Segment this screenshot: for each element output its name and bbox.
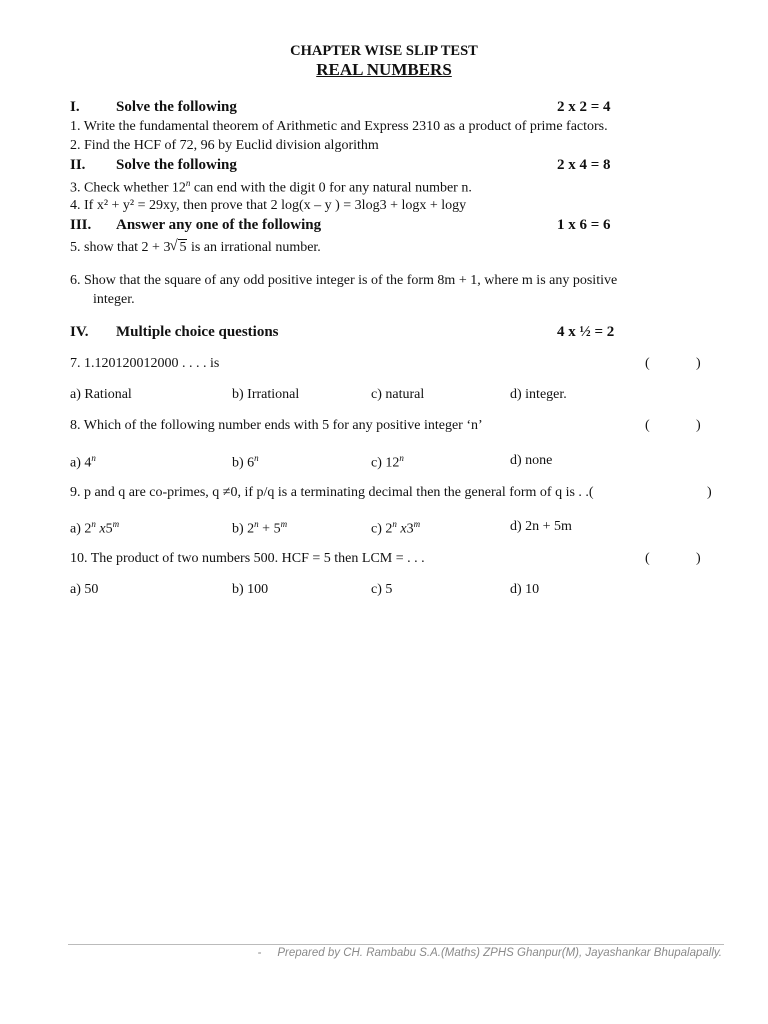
section-title: Solve the following xyxy=(116,99,237,115)
exponent: n xyxy=(254,453,259,463)
option-b-text: b) 2 xyxy=(232,521,255,537)
question-5 xyxy=(70,240,321,256)
answer-bracket-close: ) xyxy=(696,356,701,371)
option-c-text: c) 12 xyxy=(371,455,400,471)
option-b: b) 100 xyxy=(232,582,269,597)
section-marks: 2 x 4 = 8 xyxy=(557,157,611,173)
question-8: 8. Which of the following number ends with 5 for any positive integer ‘n’ xyxy=(70,418,483,433)
answer-bracket-close: ) xyxy=(696,418,701,433)
option-c-text: c) 2 xyxy=(371,521,393,537)
section-title: Solve the following xyxy=(116,157,237,173)
option-a: a) 50 xyxy=(70,582,99,597)
section-marks: 1 x 6 = 6 xyxy=(557,217,611,233)
option-b: b) Irrational xyxy=(232,387,300,402)
question-5-text: is an irrational number. xyxy=(187,240,321,255)
footer-credit xyxy=(258,947,722,959)
test-title: CHAPTER WISE SLIP TEST xyxy=(290,43,478,59)
exponent: n xyxy=(185,178,191,188)
question-9: 9. p and q are co-primes, q ≠0, if p/q is a terminating decimal then the general form of q is . .( xyxy=(70,485,594,500)
section-number: II. xyxy=(70,157,86,173)
question-3-text: 3. Check whether 12 xyxy=(70,180,186,196)
section-number: III. xyxy=(70,217,92,233)
footer-dash: - xyxy=(257,947,262,959)
option-a-text: a) 2 xyxy=(70,521,92,537)
exponent: n xyxy=(399,453,404,463)
question-7: 7. 1.120120012000 . . . . is xyxy=(70,356,220,371)
answer-bracket-close: ) xyxy=(707,485,712,500)
section-marks: 4 x ½ = 2 xyxy=(557,324,615,340)
question-10: 10. The product of two numbers 500. HCF = 5 then LCM = . . . xyxy=(70,551,425,566)
square-root xyxy=(170,240,187,256)
option-c: c) 2$^n$ x3$^m$ xyxy=(371,519,421,537)
option-d: d) none xyxy=(510,453,553,468)
option-d: d) integer. xyxy=(510,387,567,402)
question-2: 2. Find the HCF of 72, 96 by Euclid division algorithm xyxy=(70,138,379,153)
answer-bracket-open: ( xyxy=(645,356,650,371)
question-3 xyxy=(70,178,472,197)
section-title: Answer any one of the following xyxy=(116,217,322,233)
option-d: d) 10 xyxy=(510,582,540,597)
footer-divider xyxy=(68,944,724,945)
option-b-text: b) 6 xyxy=(232,455,255,471)
option-c: c) 5 xyxy=(371,582,393,597)
section-number: IV. xyxy=(70,324,89,340)
answer-bracket-open: ( xyxy=(645,551,650,566)
option-b: b) $2^n + 5^m$ xyxy=(232,519,288,537)
question-4: 4. If x² + y² = 29xy, then prove that 2 log(x – y ) = 3log3 + logx + logy xyxy=(70,198,467,213)
option-a: a) Rational xyxy=(70,387,132,402)
option-b xyxy=(232,453,259,472)
question-3-text: can end with the digit 0 for any natural number n. xyxy=(190,180,472,196)
option-a: a) 2$^n$ x5$^m$ xyxy=(70,519,120,537)
section-number: I. xyxy=(70,99,80,115)
question-6-line-2: integer. xyxy=(93,292,135,307)
option-c: c) natural xyxy=(371,387,425,402)
answer-bracket-close: ) xyxy=(696,551,701,566)
option-a xyxy=(70,453,96,472)
option-d: d) 2n + 5m xyxy=(510,519,572,534)
exponent: n xyxy=(91,453,96,463)
answer-bracket-open: ( xyxy=(645,418,650,433)
radicand: 5 xyxy=(179,240,187,255)
question-6-line-1: 6. Show that the square of any odd positive integer is of the form 8m + 1, where m is any positive xyxy=(70,273,618,288)
option-a-text: a) 4 xyxy=(70,455,92,471)
chapter-title: REAL NUMBERS xyxy=(316,60,452,79)
footer-text: Prepared by CH. Rambabu S.A.(Maths) ZPHS Ghanpur(M), Jayashankar Bhupalapally. xyxy=(277,947,722,959)
section-title: Multiple choice questions xyxy=(116,324,279,340)
question-5-text: 5. show that 2 + 3 xyxy=(70,240,171,255)
option-c xyxy=(371,453,404,472)
section-marks: 2 x 2 = 4 xyxy=(557,99,611,115)
question-1: 1. Write the fundamental theorem of Arithmetic and Express 2310 as a product of prime factors. xyxy=(70,119,608,134)
